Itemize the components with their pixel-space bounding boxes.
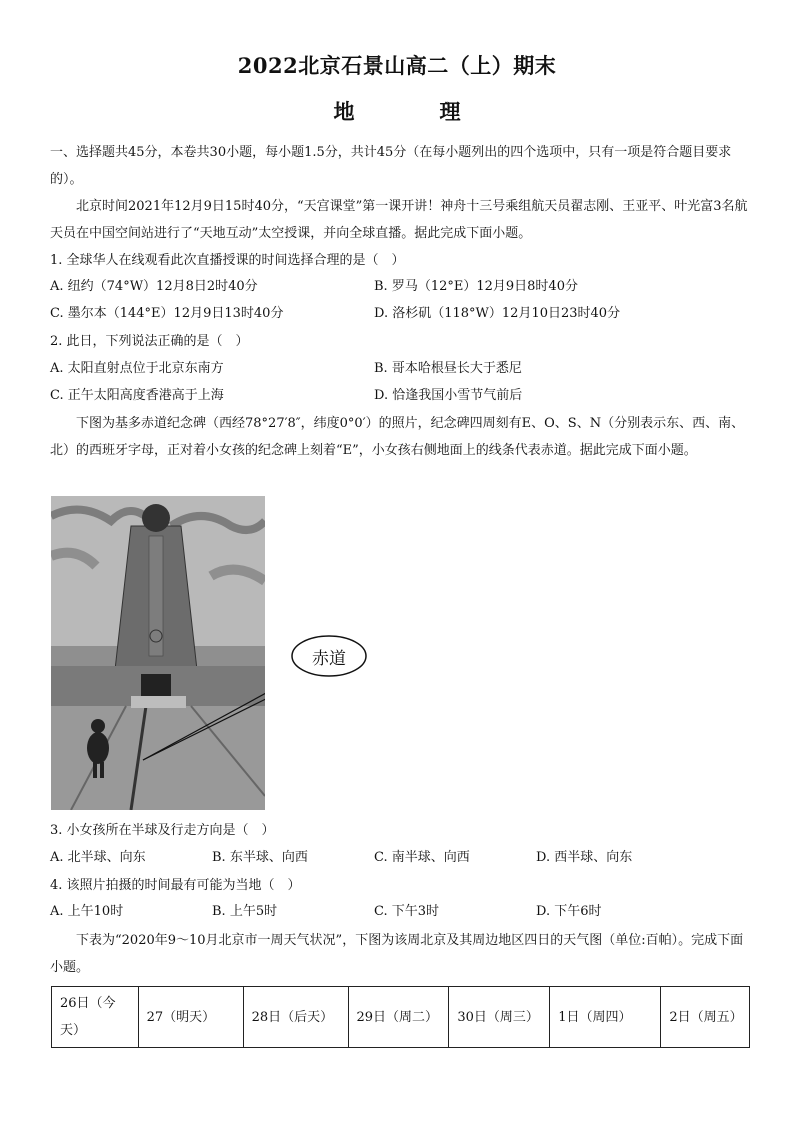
question-3-stem: 3. 小女孩所在半球及行走方向是（ ） xyxy=(50,823,275,838)
q1-option-a: A. 纽约（74°W）12月8日2时40分 xyxy=(50,279,258,294)
q3-option-a: A. 北半球、向东 xyxy=(50,850,146,865)
q2-option-a: A. 太阳直射点位于北京东南方 xyxy=(50,361,224,376)
q2-option-b: B. 哥本哈根昼长大于悉尼 xyxy=(374,361,522,376)
equator-monument-photo xyxy=(51,496,265,810)
section-intro: 一、选择题共45分，本卷共30小题，每小题1.5分，共计45分（在每小题列出的四个选项中，只有一项是符合题目要求的）。 xyxy=(50,145,732,187)
passage-2: 下图为基多赤道纪念碑（西经78°27′8″，纬度0°0′）的照片，纪念碑四周刻有E、O、S、N（分别表示东、西、南、北）的西班牙字母，正对着小女孩的纪念碑上刻着“E”，小女孩右侧地面上的线条代表赤道。据此完成下面小题。 xyxy=(50,416,745,458)
subject-title: 地 理 xyxy=(333,99,493,124)
q2-option-c: C. 正午太阳高度香港高于上海 xyxy=(50,388,224,403)
q4-option-a: A. 上午10时 xyxy=(50,904,124,919)
callout-label: 赤道 xyxy=(312,649,346,669)
table-cell: 28日（后天） xyxy=(243,987,348,1048)
q1-option-d: D. 洛杉矶（118°W）12月10日23时40分 xyxy=(374,306,621,321)
question-2-stem: 2. 此日，下列说法正确的是（ ） xyxy=(50,334,249,349)
q3-option-c: C. 南半球、向西 xyxy=(374,850,470,865)
q3-option-b: B. 东半球、向西 xyxy=(212,850,308,865)
q4-option-b: B. 上午5时 xyxy=(212,904,278,919)
passage-3: 下表为“2020年9～10月北京市一周天气状况”，下图为该周北京及其周边地区四日的天气图（单位:百帕）。完成下面小题。 xyxy=(50,933,744,975)
page-title: 2022北京石景山高二（上）期末 xyxy=(237,53,557,78)
table-cell: 2日（周五） xyxy=(661,987,750,1048)
q3-option-d: D. 西半球、向东 xyxy=(536,850,633,865)
table-cell: 30日（周三） xyxy=(449,987,550,1048)
question-4-stem: 4. 该照片拍摄的时间最有可能为当地（ ） xyxy=(50,878,301,893)
passage-1: 北京时间2021年12月9日15时40分，“天宫课堂”第一课开讲！神舟十三号乘组航天员翟志刚、王亚平、叶光富3名航天员在中国空间站进行了“天地互动”太空授课，并向全球直播。据此完成下面小题。 xyxy=(50,199,748,241)
q1-option-c: C. 墨尔本（144°E）12月9日13时40分 xyxy=(50,306,284,321)
table-cell: 1日（周四） xyxy=(550,987,661,1048)
weather-table xyxy=(51,986,750,1048)
table-cell: 26日（今天） xyxy=(52,987,139,1048)
q4-option-c: C. 下午3时 xyxy=(374,904,440,919)
question-1-stem: 1. 全球华人在线观看此次直播授课的时间选择合理的是（ ） xyxy=(50,253,405,268)
q2-option-d: D. 恰逢我国小雪节气前后 xyxy=(374,388,523,403)
table-cell: 29日（周二） xyxy=(348,987,449,1048)
q1-option-b: B. 罗马（12°E）12月9日8时40分 xyxy=(374,279,578,294)
table-row xyxy=(52,987,750,1048)
table-cell: 27（明天） xyxy=(138,987,243,1048)
q4-option-d: D. 下午6时 xyxy=(536,904,602,919)
